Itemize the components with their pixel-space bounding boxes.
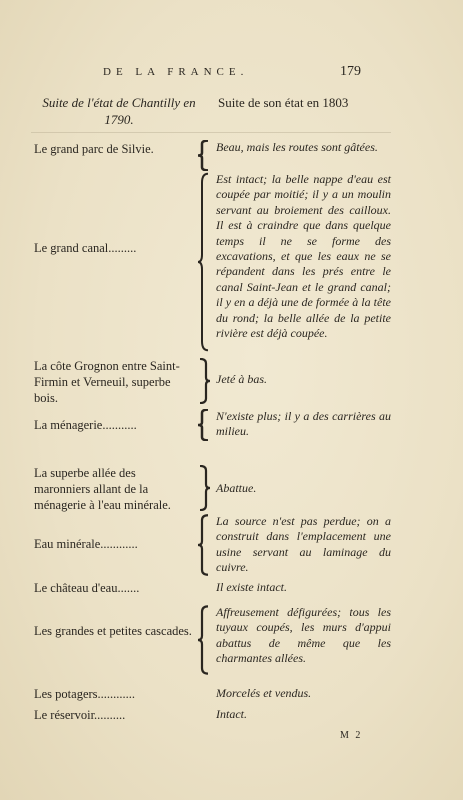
column-header-1790: Suite de l'état de Chantilly en 1790. <box>42 95 196 127</box>
entry-label: Le réservoir.......... <box>34 708 126 722</box>
entry-description: Intact. <box>216 707 247 721</box>
brace-icon <box>196 605 212 675</box>
running-head <box>0 66 463 86</box>
brace-icon <box>196 172 212 352</box>
brace-icon <box>196 358 212 404</box>
entry-label: La ménagerie........... <box>34 418 137 432</box>
entry-label: Les potagers............ <box>34 687 136 701</box>
entry-description: Morcelés et vendus. <box>216 686 312 700</box>
header-divider <box>31 132 391 133</box>
entry-label: Le grand canal......... <box>34 241 137 255</box>
brace-icon <box>196 140 212 171</box>
entry-description: Est intact; la belle nappe d'eau est coupée par moitié; il y a un moulin servant au broiement des cailloux. Il est à craindre que dans quelque temps il ne se forme des excavations, et que les eaux ne se répandent dans les prés entre le canal Saint-Jean et le grand canal; il y en a déjà une de formée à la tête du rond; la belle allée de la petite rivière est déjà coupée. <box>216 172 391 341</box>
entry-description: La source n'est pas perdue; on a construit dans l'emplacement une usine servant au laminage du cuivre. <box>216 514 391 575</box>
entry-description: Abattue. <box>216 481 257 495</box>
entry-label: Le château d'eau....... <box>34 581 140 595</box>
entry-label: La superbe allée des maronniers allant de la ménagerie à l'eau minérale. <box>34 466 171 512</box>
running-title: DE LA FRANCE. <box>103 66 249 78</box>
signature-mark: M 2 <box>340 730 363 741</box>
entry-description: Beau, mais les routes sont gâtées. <box>216 140 378 154</box>
entry-label: La côte Grognon entre Saint-Firmin et Verneuil, superbe bois. <box>34 359 180 405</box>
entry-description: N'existe plus; il y a des carrières au milieu. <box>216 409 391 439</box>
page-number: 179 <box>340 64 361 79</box>
brace-icon <box>196 409 212 441</box>
entry-label: Le grand parc de Silvie. <box>34 142 154 156</box>
column-header-1803: Suite de son état en 1803 <box>218 95 349 110</box>
entry-label: Eau minérale............ <box>34 537 138 551</box>
entry-description: Jeté à bas. <box>216 372 267 386</box>
brace-icon <box>196 514 212 576</box>
entry-label: Les grandes et petites cascades. <box>34 624 192 638</box>
brace-icon <box>196 465 212 511</box>
entry-description: Il existe intact. <box>216 580 287 594</box>
entry-description: Affreusement défigurées; tous les tuyaux coupés, les murs d'appui abattus de même que les charmantes allées. <box>216 605 391 666</box>
